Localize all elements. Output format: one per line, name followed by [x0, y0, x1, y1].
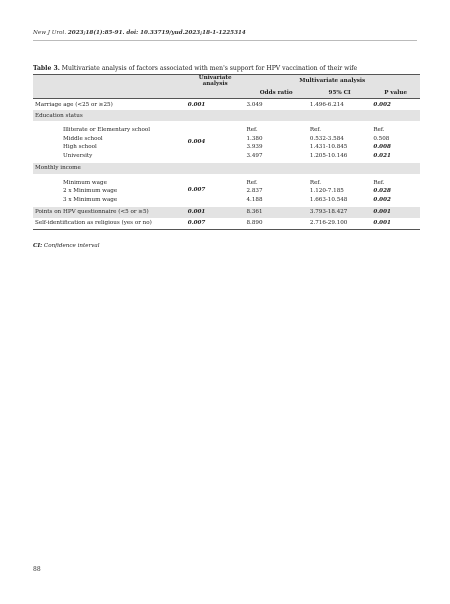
- table-row-income-heading: Monthly income: [33, 163, 420, 174]
- table-row-marriage: Marriage age (<25 or ≥25) 0.001 3.049 1.496-6.214 0.002: [35, 101, 391, 108]
- table-row-income-1: 2 x Minimum wage 2.837 1.120-7.185 0.028: [63, 188, 391, 195]
- citation: 2023;18(1):85-91. doi: 10.33719/yud.2023;18-1-1225314: [67, 30, 246, 36]
- header-divider: [33, 40, 417, 41]
- header-univariate: Univariate analysis: [186, 75, 245, 88]
- header-multivariate: Multivariate analysis: [244, 75, 420, 88]
- header-odds-ratio: Odds ratio: [244, 87, 307, 99]
- journal-name: New J Urol.: [33, 30, 67, 36]
- table-title: Multivariate analysis of factors associated with men's support for HPV vaccination of their wife: [61, 65, 358, 72]
- header-ci: 95% CI: [308, 87, 371, 99]
- table-row-income-2: 3 x Minimum wage 4.188 1.663-10.548 0.002: [63, 197, 391, 203]
- table-row-education-3: University 3.497 1.205-10.146 0.021: [63, 153, 391, 159]
- table-row-education-1: Middle school 1.380 0.532-3.584 0.508: [63, 135, 390, 142]
- page-number: 88: [33, 566, 41, 573]
- table-subheader-row: [33, 87, 420, 99]
- table-row-income-0: Minimum wage 0.007 Ref. Ref. Ref.: [33, 174, 420, 188]
- table-row-education-heading: Education status: [33, 110, 420, 121]
- table-row-education-2: High school 3.939 1.431-10.845 0.008: [63, 144, 391, 151]
- header-p-value: P value: [371, 87, 420, 99]
- education-univariate: 0.004: [187, 138, 206, 145]
- footnote-abbr: CI:: [33, 243, 43, 249]
- table-footnote: [33, 243, 100, 249]
- footnote-text: Confidence interval: [43, 243, 100, 249]
- table-label: Table 3.: [33, 65, 60, 72]
- running-header: [33, 30, 417, 36]
- table-header-row: [33, 75, 420, 88]
- income-univariate: 0.007: [187, 187, 206, 193]
- table-caption: [33, 65, 423, 72]
- table-row-points: Points on HPV questionnaire (<5 or ≥5) 0.001 8.361 3.793-18.427 0.001: [33, 207, 420, 218]
- results-table: [33, 74, 420, 230]
- table-row-religious: Self-identification as religious (yes or no) 0.007 8.890 2.716-29.100 0.001: [33, 218, 420, 230]
- table-row-education-0: Illiterate or Elementary school 0.004 Ref. Ref. Ref.: [33, 121, 420, 135]
